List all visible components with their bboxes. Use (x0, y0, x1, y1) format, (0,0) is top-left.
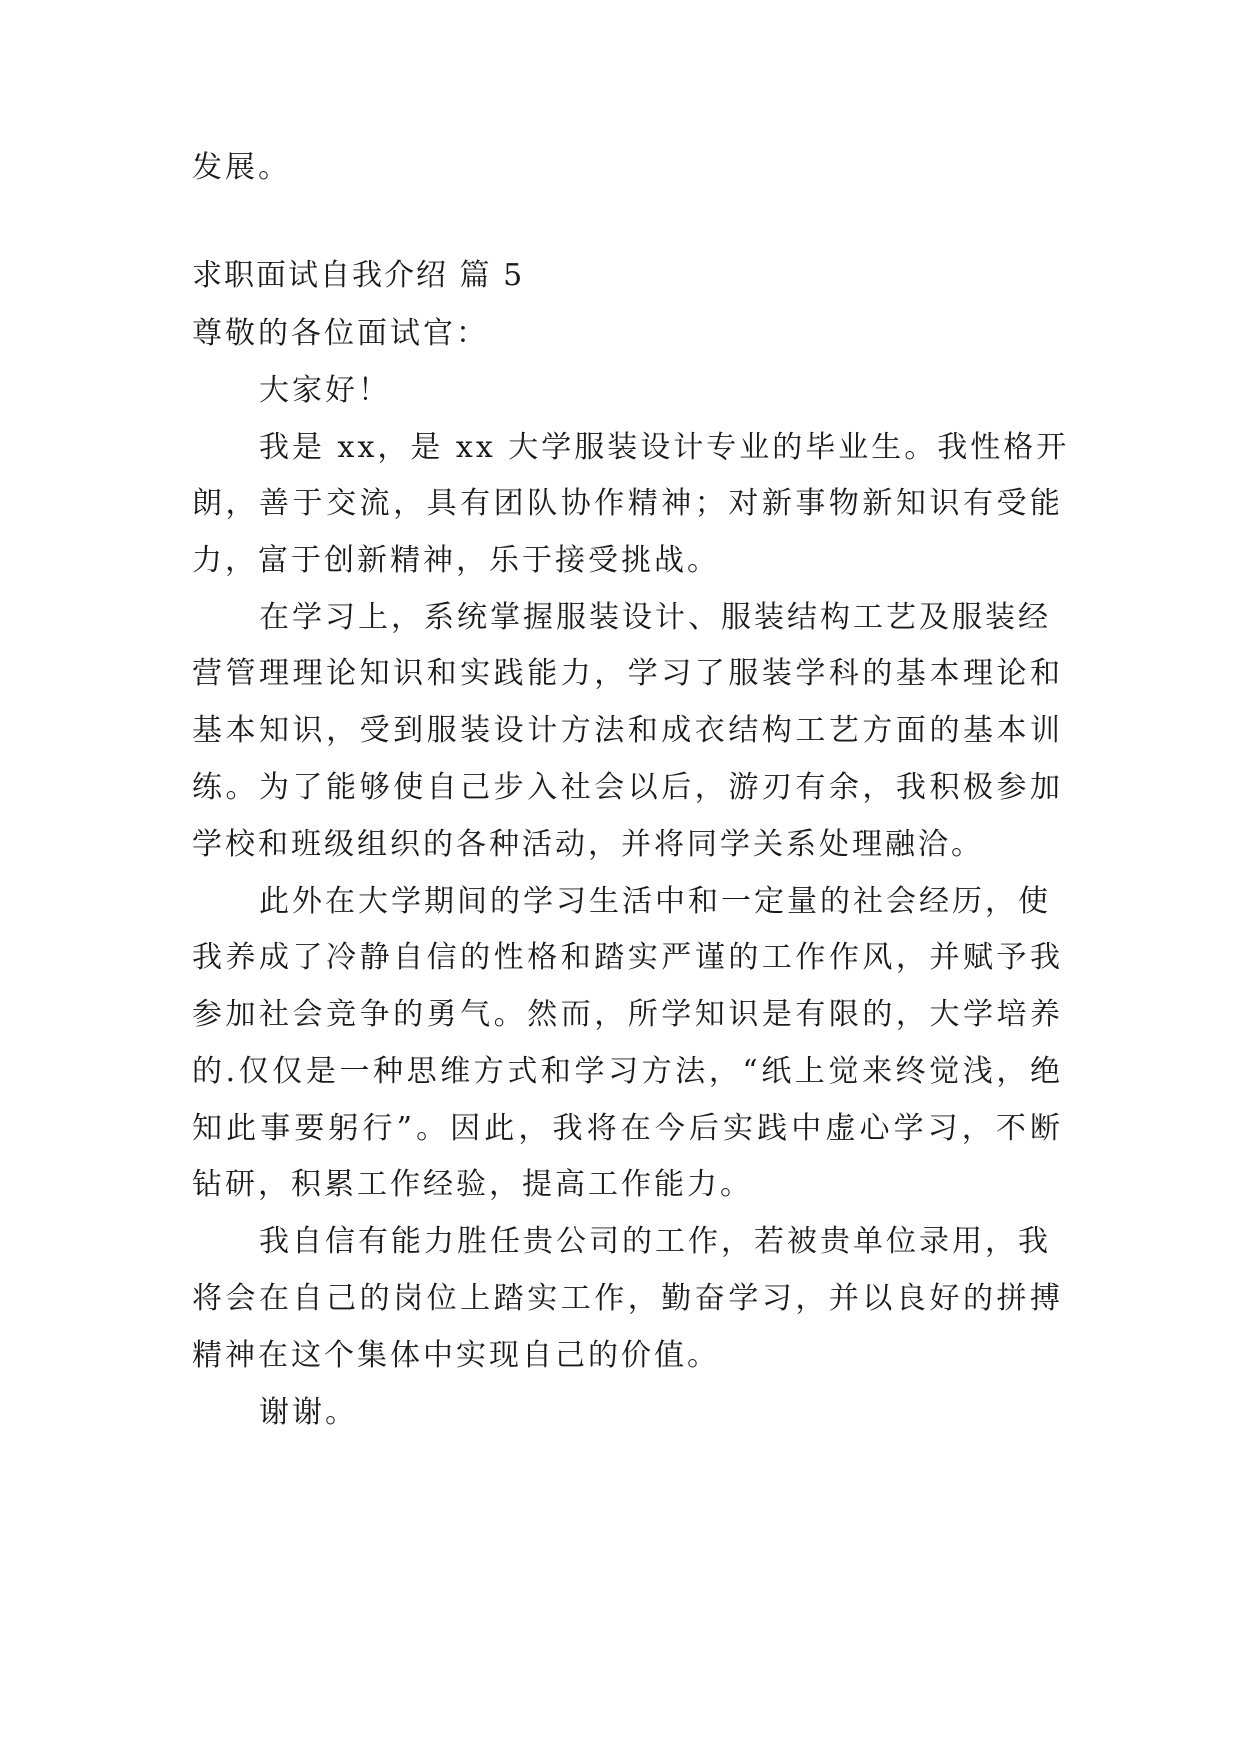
paragraph-line: 练。为了能够使自己步入社会以后，游刃有余，我积极参加 (192, 770, 1060, 805)
paragraph-line: 的.仅仅是一种思维方式和学习方法，“纸上觉来终觉浅，绝 (192, 1054, 1060, 1089)
paragraph-line: 精神在这个集体中实现自己的价值。 (192, 1338, 720, 1373)
paragraph-line: 我养成了冷静自信的性格和踏实严谨的工作作风，并赋予我 (192, 940, 1060, 975)
paragraph-line: 基本知识，受到服装设计方法和成衣结构工艺方面的基本训 (192, 713, 1060, 748)
paragraph-line: 参加社会竞争的勇气。然而，所学知识是有限的，大学培养 (192, 997, 1060, 1032)
paragraph-line: 知此事要躬行”。因此，我将在今后实践中虚心学习，不断 (192, 1111, 1060, 1146)
paragraph-line: 我自信有能力胜任贵公司的工作，若被贵单位录用，我 (259, 1224, 1051, 1259)
paragraph-line: 我是 xx，是 xx 大学服装设计专业的毕业生。我性格开 (259, 430, 1070, 465)
paragraph-line: 学校和班级组织的各种活动，并将同学关系处理融洽。 (192, 827, 984, 862)
paragraph-line: 力，富于创新精神，乐于接受挑战。 (192, 543, 720, 578)
paragraph-line: 在学习上，系统掌握服装设计、服装结构工艺及服装经 (259, 600, 1051, 635)
section-title: 求职面试自我介绍 篇 5 (192, 258, 525, 293)
paragraph-line: 钻研，积累工作经验，提高工作能力。 (192, 1167, 753, 1202)
greeting: 大家好！ (259, 373, 391, 408)
paragraph-line: 朗，善于交流，具有团队协作精神；对新事物新知识有受能 (192, 486, 1060, 521)
paragraph-line: 将会在自己的岗位上踏实工作，勤奋学习，并以良好的拼搏 (192, 1281, 1060, 1316)
salutation: 尊敬的各位面试官： (192, 316, 489, 351)
paragraph-line: 营管理理论知识和实践能力，学习了服装学科的基本理论和 (192, 656, 1060, 691)
paragraph-line: 此外在大学期间的学习生活中和一定量的社会经历，使 (259, 884, 1051, 919)
closing-text: 谢谢。 (259, 1395, 358, 1430)
continuation-text: 发展。 (192, 150, 291, 185)
